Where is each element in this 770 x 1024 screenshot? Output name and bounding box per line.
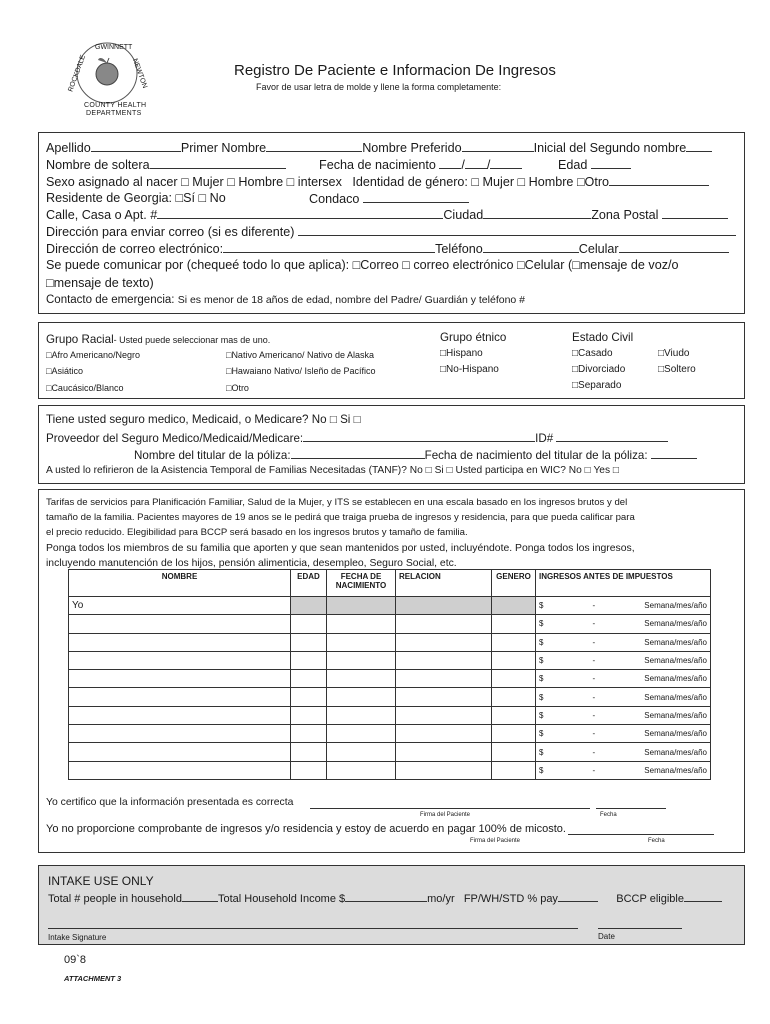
row-intake (48, 890, 722, 905)
income-para-2: tamaño de la familia. Pacientes mayores de 19 anos se le pedirá que traiga prueba de ingresos y residencia, para que pueda calificar para (46, 512, 635, 523)
id-field[interactable] (556, 430, 668, 442)
form-code: 09`8 (64, 954, 87, 966)
genero-otro-checkbox[interactable]: □ (576, 175, 585, 189)
sexo-mujer-checkbox[interactable]: □ (181, 175, 189, 189)
genero-hombre-label: Hombre (528, 175, 574, 189)
celular-label: Celular (578, 242, 619, 256)
income-dash: - (592, 637, 596, 647)
racial-header (46, 333, 270, 346)
tanf-question: A usted lo refirieron de la Asistencia Temporal de Familias Necesitadas (TANF)? (46, 465, 407, 476)
racial-option-1[interactable]: □Asiático (46, 366, 83, 376)
sexo-mujer-label: Mujer (192, 175, 224, 189)
income-dash: - (592, 710, 596, 720)
cell-edad[interactable] (291, 743, 327, 761)
bccp-field[interactable] (684, 890, 722, 902)
holder-name-label: Nombre del titular de la póliza: (134, 449, 291, 462)
cell-nombre[interactable] (69, 633, 291, 651)
civil-option-label: Separado (578, 380, 622, 391)
intake-signature-label: Intake Signature (48, 933, 107, 942)
com-email-checkbox[interactable]: □ (402, 258, 410, 272)
table-row (69, 743, 711, 761)
row-certify (46, 797, 293, 808)
cell-genero[interactable] (492, 670, 536, 688)
table-header-row (69, 570, 711, 597)
income-period: Semana/mes/año (644, 710, 707, 720)
income-cell-content (539, 748, 707, 757)
row-address (46, 207, 728, 222)
cell-nombre[interactable] (69, 761, 291, 779)
civil-option-4[interactable]: □Separado (572, 380, 622, 391)
cell-genero[interactable] (492, 688, 536, 706)
calle-label: Calle, Casa o Apt. # (46, 208, 158, 222)
com-email-label: correo electrónico (413, 258, 514, 272)
household-income-table (68, 569, 711, 780)
genero-mujer-label: Mujer (482, 175, 515, 189)
civil-option-label: Casado (578, 348, 613, 359)
logo-text-left: ROCKDALE (67, 54, 88, 93)
cell-relacion[interactable] (396, 706, 492, 724)
holder-dob-field[interactable] (651, 447, 697, 459)
cell-edad[interactable] (291, 706, 327, 724)
income-cell-content (539, 674, 707, 683)
wic-no-checkbox[interactable]: □ (584, 465, 591, 476)
income-currency: $ (539, 710, 544, 720)
cell-fecha[interactable] (327, 615, 396, 633)
racial-option-0[interactable]: □Afro Americano/Negro (46, 350, 140, 360)
row-direccion-envio (46, 224, 736, 239)
cell-nombre[interactable] (69, 688, 291, 706)
cell-relacion[interactable] (396, 725, 492, 743)
apellido-field[interactable] (91, 140, 181, 152)
emergencia-detail: Si es menor de 18 años de edad, nombre del Padre/ Guardián y teléfono # (177, 294, 526, 306)
genero-hombre-checkbox[interactable]: □ (517, 175, 526, 189)
cell-fecha[interactable] (327, 706, 396, 724)
cell-relacion[interactable] (396, 651, 492, 669)
col-edad: EDAD (291, 570, 327, 597)
table-row (69, 651, 711, 669)
emergencia-label: Contacto de emergencia: (46, 294, 175, 306)
fecha-caption: Fecha (600, 812, 617, 818)
cell-relacion[interactable] (396, 761, 492, 779)
col-nombre: NOMBRE (69, 570, 291, 597)
cell-genero[interactable] (492, 743, 536, 761)
fecha2-caption: Fecha (648, 838, 665, 844)
income-period: Semana/mes/año (644, 729, 707, 739)
sexo-intersex-label: intersex (297, 175, 342, 189)
zona-postal-field[interactable] (662, 207, 728, 219)
date-sep-2: / (486, 158, 491, 172)
cell-relacion[interactable] (396, 670, 492, 688)
apellido-label: Apellido (46, 141, 91, 155)
cell-fecha[interactable] (327, 743, 396, 761)
income-period: Semana/mes/año (644, 692, 707, 702)
col-genero: GENERO (492, 570, 536, 597)
firma2-caption: Firma del Paciente (470, 838, 521, 844)
cell-ingresos[interactable] (536, 725, 711, 743)
cell-nombre[interactable]: Yo (69, 597, 291, 615)
sexo-hombre-checkbox[interactable]: □ (227, 175, 235, 189)
col-ingresos: INGRESOS ANTES DE IMPUESTOS (536, 570, 711, 597)
email-label: Dirección de correo electrónico: (46, 242, 224, 256)
racial-option-2[interactable]: □Caucásico/Blanco (46, 383, 124, 393)
racial-option-5[interactable]: □Otro (226, 383, 249, 393)
income-currency: $ (539, 601, 544, 611)
cell-edad[interactable] (291, 597, 327, 615)
insurance-question: Tiene usted seguro medico, Medicaid, o Medicare? (46, 413, 309, 426)
direccion-envio-label: Dirección para enviar correo (si es diferente) (46, 225, 295, 239)
cell-ingresos[interactable] (536, 651, 711, 669)
row-provider (46, 430, 668, 445)
condado-field[interactable] (363, 191, 469, 203)
insurance-no-label: No (311, 413, 327, 426)
telefono-field[interactable] (483, 241, 579, 253)
residente-si-checkbox[interactable]: □ (175, 191, 184, 205)
telefono-label: Teléfono (435, 242, 483, 256)
tanf-no-label: No (409, 465, 423, 476)
certify-text: Yo certifico que la información presentada es correcta (46, 797, 294, 808)
cell-edad[interactable] (291, 670, 327, 688)
genero-otro-field[interactable] (609, 174, 709, 186)
income-cell-content (539, 638, 707, 647)
no-proof-text: Yo no proporcione comprobante de ingresos y/o residencia y estoy de acuerdo en pagar 100% de micosto. (46, 823, 566, 835)
income-cell-content (539, 711, 707, 720)
table-row (69, 725, 711, 743)
racial-option-label: Otro (231, 383, 249, 393)
row-sexo (46, 174, 709, 189)
cell-ingresos[interactable] (536, 615, 711, 633)
civil-option-0[interactable]: □Casado (572, 348, 613, 359)
civil-option-2[interactable]: □Divorciado (572, 364, 626, 375)
income-currency: $ (539, 765, 544, 775)
page-subtitle: Favor de usar letra de molde y llene la forma completamente: (256, 82, 502, 92)
cell-ingresos[interactable] (536, 670, 711, 688)
tanf-si-checkbox[interactable]: □ (446, 465, 453, 476)
row-residente (46, 191, 226, 205)
cell-ingresos[interactable] (536, 706, 711, 724)
income-cell-content (539, 766, 707, 775)
row-no-proof (46, 823, 566, 835)
com-correo-label: Correo (360, 258, 399, 272)
holder-dob-label: Fecha de nacimiento del titular de la póliza: (424, 449, 648, 462)
bccp-label: BCCP eligible (616, 893, 684, 905)
cell-nombre[interactable] (69, 615, 291, 633)
nombre-preferido-field[interactable] (462, 140, 534, 152)
cell-nombre[interactable] (69, 706, 291, 724)
row-comunicar (46, 258, 679, 272)
edad-field[interactable] (591, 157, 631, 169)
cell-nombre[interactable] (69, 651, 291, 669)
intake-date-label: Date (598, 932, 615, 941)
intake-date-field[interactable] (598, 928, 682, 929)
row-soltera (46, 157, 286, 172)
civil-option-3[interactable]: □Soltero (658, 364, 696, 375)
logo-text-top: GWINNETT (95, 44, 133, 51)
table-row (69, 706, 711, 724)
income-period: Semana/mes/año (644, 601, 707, 611)
income-dash: - (592, 729, 596, 739)
total-people-label: Total # people in household (48, 893, 182, 905)
genero-otro-label: Otro (584, 175, 610, 189)
insurance-si-checkbox[interactable]: □ (353, 413, 361, 426)
zona-postal-label: Zona Postal (591, 208, 659, 222)
income-para-1: Tarifas de servicios para Planificación Familiar, Salud de la Mujer, y ITS se establecen en una escala basado en los ingresos brutos y del (46, 497, 628, 508)
civil-option-1[interactable]: □Viudo (658, 348, 690, 359)
etnico-option-label: No-Hispano (446, 364, 499, 375)
income-cell-content (539, 619, 707, 628)
total-income-label: Total Household Income $ (217, 893, 346, 905)
cell-ingresos[interactable] (536, 761, 711, 779)
genero-mujer-checkbox[interactable]: □ (471, 175, 480, 189)
cell-fecha[interactable] (327, 761, 396, 779)
cell-nombre[interactable] (69, 725, 291, 743)
cell-edad[interactable] (291, 633, 327, 651)
row-edad (558, 157, 631, 172)
insurance-no-checkbox[interactable]: □ (329, 413, 337, 426)
tanf-si-label: Si (434, 465, 444, 476)
cell-relacion[interactable] (396, 688, 492, 706)
cell-nombre[interactable] (69, 743, 291, 761)
income-period: Semana/mes/año (644, 747, 707, 757)
cell-genero[interactable] (492, 761, 536, 779)
fp-pay-label: FP/WH/STD % pay (463, 893, 558, 905)
income-currency: $ (539, 674, 544, 684)
income-dash: - (592, 692, 596, 702)
fecha-nacimiento-label: Fecha de nacimiento (319, 158, 436, 172)
wic-yes-checkbox[interactable]: □ (612, 465, 620, 476)
cell-ingresos[interactable] (536, 597, 711, 615)
income-dash: - (592, 747, 596, 757)
edad-label: Edad (558, 158, 588, 172)
income-cell-content (539, 729, 707, 738)
soltera-label: Nombre de soltera (46, 158, 150, 172)
income-para-3: el precio reducido. Elegibilidad para BCCP será basado en los ingresos brutos y tamaño de familia. (46, 527, 468, 538)
cell-genero[interactable] (492, 651, 536, 669)
sexo-intersex-checkbox[interactable]: □ (286, 175, 295, 189)
residente-no-label: No (209, 191, 226, 205)
income-dash: - (592, 765, 596, 775)
civil-option-label: Viudo (664, 348, 690, 359)
cell-genero[interactable] (492, 706, 536, 724)
email-field[interactable] (223, 241, 435, 253)
table-row (69, 688, 711, 706)
intake-signature-field[interactable] (48, 928, 578, 929)
cell-genero[interactable] (492, 597, 536, 615)
income-para-4: Ponga todos los miembros de su familia que aporten y que sean mantenidos por usted, incluyéndote. Ponga todos los ingresos, (46, 543, 635, 554)
income-currency: $ (539, 619, 544, 629)
income-cell-content (539, 601, 707, 610)
civil-label: Estado Civil (572, 331, 634, 344)
row-emergencia (46, 294, 525, 306)
cell-fecha[interactable] (327, 688, 396, 706)
cell-edad[interactable] (291, 651, 327, 669)
etnico-option-label: Hispano (446, 348, 483, 359)
civil-option-label: Divorciado (578, 364, 626, 375)
cell-edad[interactable] (291, 688, 327, 706)
logo-text-bottom2: DEPARTMENTS (86, 110, 142, 117)
id-label: ID# (535, 432, 554, 445)
dob-month-field[interactable] (439, 157, 461, 169)
row-names (46, 140, 712, 155)
inicial-label: Inicial del Segundo nombre (533, 141, 687, 155)
income-dash: - (592, 656, 596, 666)
cell-genero[interactable] (492, 725, 536, 743)
wic-question: Usted participa en WIC? (455, 465, 566, 476)
row-condado (309, 191, 469, 206)
racial-option-label: Nativo Americano/ Nativo de Alaska (231, 350, 375, 360)
table-row (69, 615, 711, 633)
etnico-label: Grupo étnico (440, 331, 507, 344)
cell-fecha[interactable] (327, 725, 396, 743)
cell-fecha[interactable] (327, 670, 396, 688)
racial-option-4[interactable]: □Hawaiano Nativo/ Isleño de Pacífico (226, 366, 376, 376)
cell-edad[interactable] (291, 725, 327, 743)
income-dash: - (592, 674, 596, 684)
com-celular-checkbox[interactable]: □ (516, 258, 525, 272)
cell-edad[interactable] (291, 761, 327, 779)
inicial-field[interactable] (686, 140, 712, 152)
col-fecha: FECHA DE NACIMIENTO (327, 570, 396, 597)
income-period: Semana/mes/año (644, 619, 707, 629)
racial-option-label: Asiático (51, 366, 83, 376)
certify-signature-field[interactable] (310, 808, 590, 809)
no-proof-signature-field[interactable] (568, 834, 714, 835)
table-row (69, 633, 711, 651)
income-para-5: incluyendo manutención de los hijos, pensión alimenticia, desempleo, Seguro Social, etc. (46, 558, 457, 569)
insurance-si-label: Si (340, 413, 351, 426)
racial-option-label: Hawaiano Nativo/ Isleño de Pacífico (231, 366, 376, 376)
income-period: Semana/mes/año (644, 765, 707, 775)
cell-ingresos[interactable] (536, 743, 711, 761)
residente-label: Residente de Georgia: (46, 191, 173, 205)
primer-nombre-label: Primer Nombre (180, 141, 267, 155)
cell-genero[interactable] (492, 633, 536, 651)
holder-name-field[interactable] (291, 447, 425, 459)
nombre-preferido-label: Nombre Preferido (362, 141, 462, 155)
income-currency: $ (539, 729, 544, 739)
calle-field[interactable] (157, 207, 443, 219)
income-currency: $ (539, 692, 544, 702)
logo-text-bottom1: COUNTY HEALTH (84, 102, 147, 109)
cell-relacion[interactable] (396, 633, 492, 651)
etnico-option-1[interactable]: □No-Hispano (440, 364, 499, 375)
page-title: Registro De Paciente e Informacion De Ingresos (234, 62, 556, 79)
income-period: Semana/mes/año (644, 637, 707, 647)
certify-date-field[interactable] (596, 808, 666, 809)
ciudad-label: Ciudad (443, 208, 484, 222)
fp-pay-field[interactable] (558, 890, 598, 902)
residente-no-checkbox[interactable]: □ (198, 191, 207, 205)
soltera-field[interactable] (150, 157, 286, 169)
com-texto-label: mensaje de texto) (53, 276, 154, 290)
logo-text-right: NEWTON (130, 57, 149, 90)
provider-field[interactable] (303, 430, 535, 442)
cell-ingresos[interactable] (536, 633, 711, 651)
cell-relacion[interactable] (396, 597, 492, 615)
primer-nombre-field[interactable] (266, 140, 362, 152)
tanf-no-checkbox[interactable]: □ (425, 465, 432, 476)
ciudad-field[interactable] (483, 207, 591, 219)
direccion-envio-field[interactable] (298, 224, 736, 236)
row-insurance-question (46, 413, 361, 426)
racial-option-label: Caucásico/Blanco (51, 383, 124, 393)
moyr-label: mo/yr (427, 893, 455, 905)
income-dash: - (592, 601, 596, 611)
income-dash: - (592, 619, 596, 629)
income-currency: $ (539, 747, 544, 757)
attachment-label: ATTACHMENT 3 (64, 974, 122, 983)
com-texto-checkbox[interactable]: □ (46, 276, 54, 290)
table-row (69, 761, 711, 779)
cell-nombre[interactable] (69, 670, 291, 688)
sexo-hombre-label: Hombre (238, 175, 284, 189)
cell-fecha[interactable] (327, 633, 396, 651)
genero-label: Identidad de género: (352, 175, 468, 189)
sexo-label: Sexo asignado al nacer (46, 175, 178, 189)
racial-note: - Usted puede seleccionar mas de uno. (113, 335, 271, 345)
county-health-logo (62, 40, 152, 122)
table-row (69, 670, 711, 688)
firma-caption: Firma del Paciente (420, 812, 471, 818)
col-relacion: RELACION (396, 570, 492, 597)
cell-genero[interactable] (492, 615, 536, 633)
etnico-option-0[interactable]: □Hispano (440, 348, 483, 359)
provider-label: Proveedor del Seguro Medico/Medicaid/Medicare: (46, 432, 304, 445)
row-holder (134, 447, 697, 462)
cell-edad[interactable] (291, 615, 327, 633)
cell-fecha[interactable] (327, 597, 396, 615)
wic-no-label: No (568, 465, 582, 476)
income-cell-content (539, 656, 707, 665)
total-income-field[interactable] (345, 890, 427, 902)
dob-year-field[interactable] (490, 157, 522, 169)
racial-option-label: Afro Americano/Negro (51, 350, 140, 360)
condado-label: Condaco (309, 192, 360, 206)
income-currency: $ (539, 637, 544, 647)
table-row (69, 597, 711, 615)
row-dob (319, 157, 522, 172)
com-voz-checkbox[interactable]: □ (572, 258, 580, 272)
com-celular-label: Celular ( (524, 258, 573, 272)
com-voz-label: mensaje de voz/o (579, 258, 679, 272)
civil-option-label: Soltero (664, 364, 696, 375)
racial-option-3[interactable]: □Nativo Americano/ Nativo de Alaska (226, 350, 375, 360)
row-texto (46, 276, 154, 290)
cell-relacion[interactable] (396, 615, 492, 633)
dob-day-field[interactable] (465, 157, 487, 169)
row-tanf (46, 465, 619, 476)
com-correo-checkbox[interactable]: □ (352, 258, 361, 272)
income-period: Semana/mes/año (644, 674, 707, 684)
income-cell-content (539, 693, 707, 702)
wic-yes-label: Yes (593, 465, 611, 476)
total-people-field[interactable] (182, 890, 218, 902)
income-currency: $ (539, 656, 544, 666)
racial-label: Grupo Racial (46, 333, 114, 346)
cell-ingresos[interactable] (536, 688, 711, 706)
cell-relacion[interactable] (396, 743, 492, 761)
cell-fecha[interactable] (327, 651, 396, 669)
residente-si-label: Sí (183, 191, 196, 205)
income-period: Semana/mes/año (644, 656, 707, 666)
comunicar-label: Se puede comunicar por (chequeé todo lo que aplica): (46, 258, 350, 272)
celular-field[interactable] (619, 241, 729, 253)
row-email (46, 241, 729, 256)
intake-title: INTAKE USE ONLY (48, 874, 154, 888)
date-sep-1: / (461, 158, 465, 172)
